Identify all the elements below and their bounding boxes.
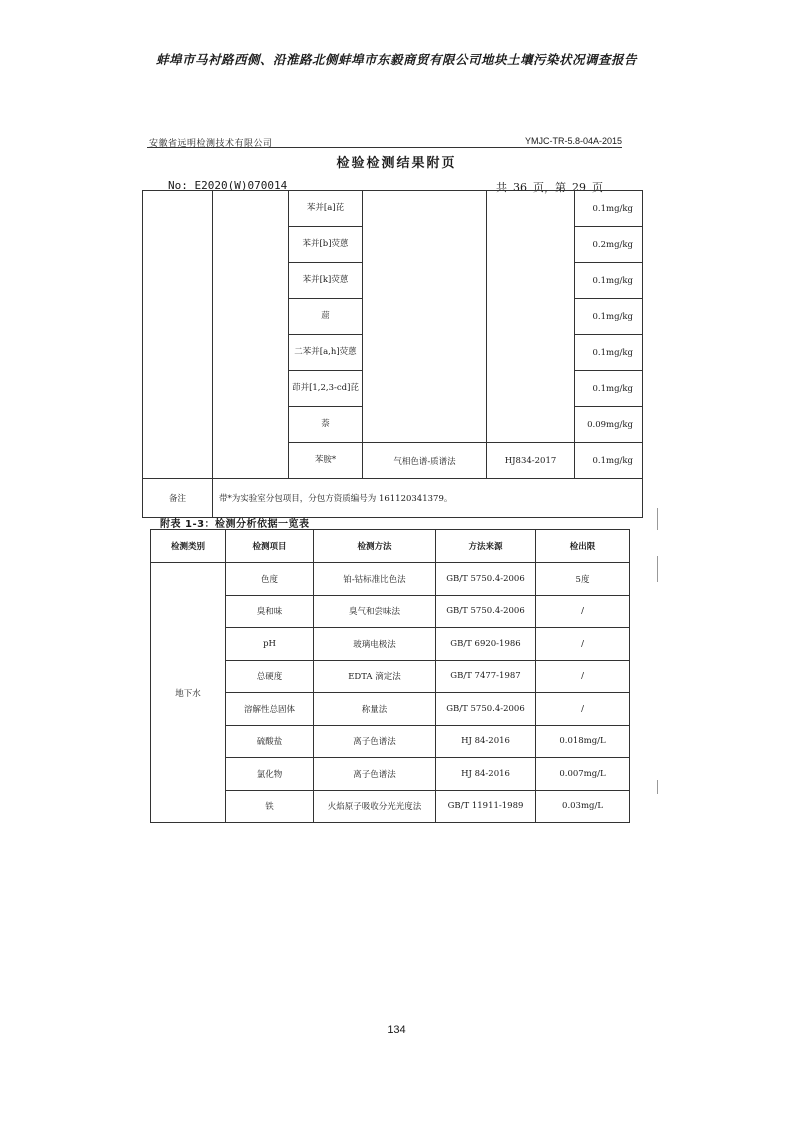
document-code: YMJC-TR-5.8-04A-2015	[524, 136, 622, 146]
test-item: 䓛	[289, 299, 363, 335]
column-header: 方法来源	[436, 530, 536, 563]
test-item: 色度	[226, 563, 314, 596]
test-item: 苯并[a]芘	[289, 191, 363, 227]
detection-limit: 0.1mg/kg	[575, 191, 643, 227]
column-header: 检测方法	[314, 530, 436, 563]
detection-limit: 0.1mg/kg	[575, 263, 643, 299]
test-method: 称量法	[314, 693, 436, 726]
detection-limit: /	[536, 628, 630, 661]
remark-label: 备注	[143, 479, 213, 518]
page-info-mid: 页，第	[533, 181, 566, 194]
test-item: 茚并[1,2,3-cd]芘	[289, 371, 363, 407]
method-source: HJ 84-2016	[436, 725, 536, 758]
test-category: 地下水	[151, 563, 226, 823]
test-method: 气相色谱-质谱法	[363, 443, 487, 479]
detection-limit: 0.1mg/kg	[575, 335, 643, 371]
detection-limit: /	[536, 693, 630, 726]
column-header: 检出限	[536, 530, 630, 563]
page-number: 134	[387, 1024, 406, 1036]
test-item: 铁	[226, 790, 314, 823]
test-item: 苯并[b]荧蒽	[289, 227, 363, 263]
report-number: No: E2020(W)070014	[168, 179, 288, 192]
detection-limit: 0.018mg/L	[536, 725, 630, 758]
page-info-prefix: 共	[496, 181, 507, 194]
scan-mark	[657, 780, 658, 794]
page-total: 36	[513, 181, 527, 194]
test-item: 溶解性总固体	[226, 693, 314, 726]
detection-limit: /	[536, 595, 630, 628]
method-source: GB/T 7477-1987	[436, 660, 536, 693]
detection-limit: 0.1mg/kg	[575, 371, 643, 407]
method-source: HJ 84-2016	[436, 758, 536, 791]
table-row	[151, 563, 630, 596]
test-item: 臭和味	[226, 595, 314, 628]
page-title: 检验检测结果附页	[336, 156, 457, 171]
test-method: 火焰原子吸收分光光度法	[314, 790, 436, 823]
results-table	[142, 190, 643, 518]
test-item: pH	[226, 628, 314, 661]
column-header: 检测类别	[151, 530, 226, 563]
test-item: 氯化物	[226, 758, 314, 791]
test-item: 总硬度	[226, 660, 314, 693]
method-source: GB/T 5750.4-2006	[436, 595, 536, 628]
analysis-basis-table	[150, 529, 630, 823]
test-method: 离子色谱法	[314, 725, 436, 758]
test-item: 二苯并[a,h]荧蒽	[289, 335, 363, 371]
detection-limit: /	[536, 660, 630, 693]
test-item: 萘	[289, 407, 363, 443]
test-item: 苯胺*	[289, 443, 363, 479]
document-header: 蚌埠市马衬路西侧、沿淮路北侧蚌埠市东毅商贸有限公司地块土壤污染状况调查报告	[155, 52, 637, 67]
scan-mark	[657, 556, 658, 582]
method-source: GB/T 6920-1986	[436, 628, 536, 661]
test-item: 硫酸盐	[226, 725, 314, 758]
page-info-suffix: 页	[592, 181, 603, 194]
detection-limit: 0.09mg/kg	[575, 407, 643, 443]
table-row	[143, 191, 643, 227]
detection-limit: 0.1mg/kg	[575, 299, 643, 335]
table-header-row	[151, 530, 630, 563]
test-method: EDTA 滴定法	[314, 660, 436, 693]
test-method: 铂-钴标准比色法	[314, 563, 436, 596]
detection-limit: 0.007mg/L	[536, 758, 630, 791]
test-method: 臭气和尝味法	[314, 595, 436, 628]
detection-limit: 5度	[536, 563, 630, 596]
method-source: GB/T 5750.4-2006	[436, 693, 536, 726]
header-divider	[147, 147, 622, 148]
test-method: 玻璃电极法	[314, 628, 436, 661]
appendix-table-title: 附表 1-3：检测分析依据一览表	[160, 519, 310, 530]
remark-row	[143, 479, 643, 518]
organization-name: 安徽省远明检测技术有限公司	[149, 139, 273, 149]
sample-cell	[143, 191, 213, 479]
method-standard	[487, 191, 575, 443]
test-method	[363, 191, 487, 443]
detection-limit: 0.1mg/kg	[575, 443, 643, 479]
method-standard: HJ834-2017	[487, 443, 575, 479]
scan-mark	[657, 508, 658, 530]
method-source: GB/T 5750.4-2006	[436, 563, 536, 596]
sample-cell	[213, 191, 289, 479]
page-current: 29	[572, 181, 586, 194]
test-method: 离子色谱法	[314, 758, 436, 791]
detection-limit: 0.2mg/kg	[575, 227, 643, 263]
column-header: 检测项目	[226, 530, 314, 563]
remark-text: 带*为实验室分包项目，分包方资质编号为 161120341379。	[213, 479, 643, 518]
test-item: 苯并[k]荧蒽	[289, 263, 363, 299]
detection-limit: 0.03mg/L	[536, 790, 630, 823]
method-source: GB/T 11911-1989	[436, 790, 536, 823]
